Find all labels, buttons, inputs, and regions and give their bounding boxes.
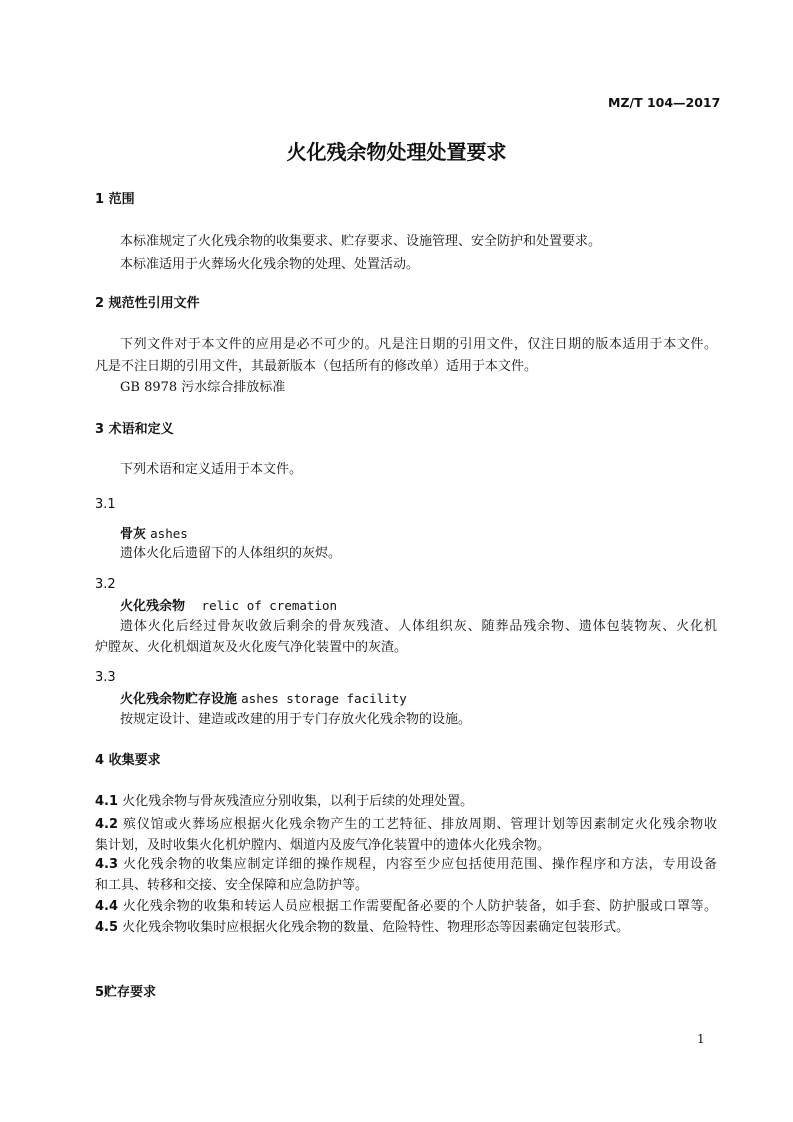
clause-number: 4.4 <box>95 899 119 914</box>
clause-4-2 <box>95 816 717 834</box>
clause-text: 和工具、转移和交接、安全保障和应急防护等。 <box>95 878 369 893</box>
section-2-heading: 2 规范性引用文件 <box>95 296 200 311</box>
term-definition: 炉膛灰、火化机烟道灰及火化废气净化装置中的灰渣。 <box>95 640 408 655</box>
page-number: 1 <box>697 1032 705 1046</box>
paragraph: 下列文件对于本文件的应用是必不可少的。凡是注日期的引用文件，仅注日期的版本适用于本文件。 <box>120 337 717 352</box>
clause-number: 4.5 <box>95 920 119 935</box>
section-1-heading: 1 范围 <box>95 192 135 207</box>
term-zh: 火化残余物贮存设施 <box>120 692 238 707</box>
clause-number: 4.1 <box>95 794 119 809</box>
term-zh: 火化残余物 <box>120 599 186 614</box>
term-number: 3.2 <box>95 577 116 592</box>
term-entry <box>120 690 407 709</box>
term-entry <box>120 597 337 616</box>
term-en: relic of cremation <box>201 598 338 613</box>
paragraph: 本标准适用于火葬场火化残余物的处理、处置活动。 <box>120 257 420 272</box>
section-3-heading: 3 术语和定义 <box>95 422 174 437</box>
clause-4-4 <box>95 898 717 916</box>
clause-text: 火化残余物的收集应制定详细的操作规程，内容至少应包括使用范围、操作程序和方法，专用设备 <box>123 857 717 872</box>
clause-text: 集计划，及时收集火化机炉膛内、烟道内及废气净化装置中的遗体火化残余物。 <box>95 838 551 853</box>
term-zh: 骨灰 <box>120 527 147 542</box>
clause-4-1 <box>95 793 473 811</box>
clause-text: 火化残余物的收集和转运人员应根据工作需要配备必要的个人防护装备，如手套、防护服或口罩等。 <box>122 899 717 914</box>
term-definition: 遗体火化后遗留下的人体组织的灰烬。 <box>120 546 342 561</box>
clause-4-3 <box>95 856 717 874</box>
page-title: 火化残余物处理处置要求 <box>286 140 507 164</box>
section-5-heading: 5贮存要求 <box>95 985 157 1000</box>
term-number: 3.1 <box>95 497 116 512</box>
normative-reference: GB 8978 污水综合排放标准 <box>120 380 286 395</box>
clause-text: 火化残余物收集时应根据火化残余物的数量、危险特性、物理形态等因素确定包装形式。 <box>122 920 630 935</box>
paragraph: 本标准规定了火化残余物的收集要求、贮存要求、设施管理、安全防护和处置要求。 <box>120 234 602 249</box>
clause-text: 殡仪馆或火葬场应根据火化残余物产生的工艺特征、排放周期、管理计划等因素制定火化残余物收 <box>123 817 717 832</box>
term-en: ashes storage facility <box>241 691 407 706</box>
section-4-heading: 4 收集要求 <box>95 753 161 768</box>
document-code: MZ/T 104—2017 <box>608 95 721 110</box>
term-entry <box>120 525 188 544</box>
term-number: 3.3 <box>95 670 116 685</box>
clause-4-5 <box>95 919 629 937</box>
term-definition: 按规定设计、建造或改建的用于专门存放火化残余物的设施。 <box>120 712 472 727</box>
clause-number: 4.3 <box>95 857 119 872</box>
term-definition: 遗体火化后经过骨灰收敛后剩余的骨灰残渣、人体组织灰、随葬品残余物、遗体包装物灰、火化机 <box>120 619 717 634</box>
term-en: ashes <box>150 526 188 541</box>
clause-number: 4.2 <box>95 817 119 832</box>
paragraph: 凡是不注日期的引用文件，其最新版本（包括所有的修改单）适用于本文件。 <box>95 359 538 374</box>
paragraph: 下列术语和定义适用于本文件。 <box>120 462 303 477</box>
clause-text: 火化残余物与骨灰残渣应分别收集，以利于后续的处理处置。 <box>122 794 474 809</box>
